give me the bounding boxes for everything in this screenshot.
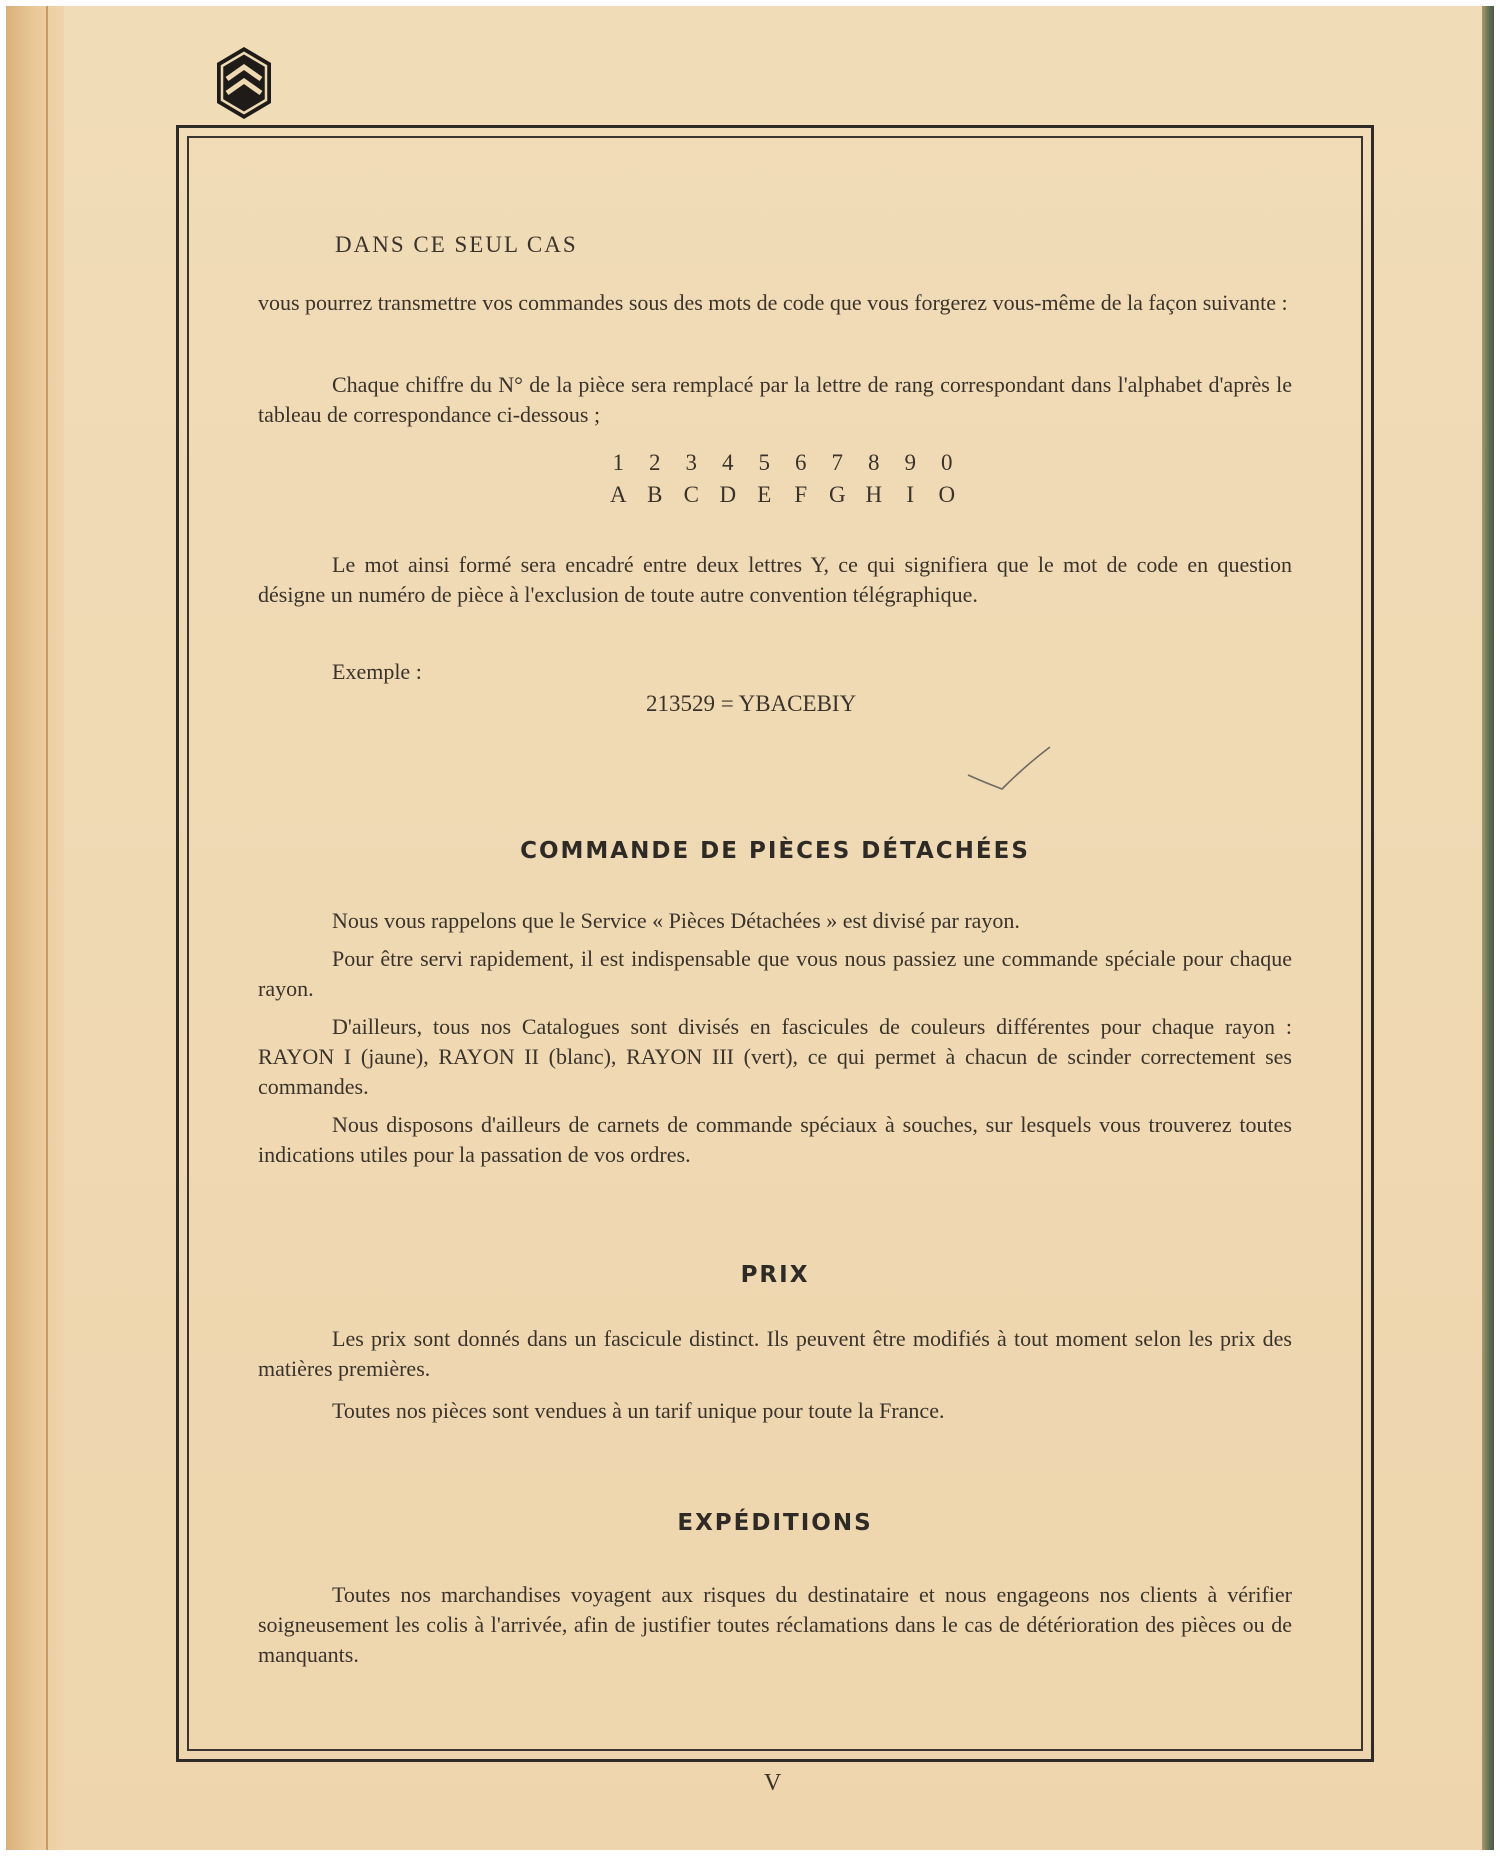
commande-paragraph: Nous vous rappelons que le Service « Pièces Détachées » est divisé par rayon. xyxy=(332,908,1020,933)
code-letter: G xyxy=(828,482,846,507)
y-rule-text-block xyxy=(258,550,1292,610)
citroen-double-chevron-icon xyxy=(213,45,275,121)
section-title-commande: COMMANDE DE PIÈCES DÉTACHÉES xyxy=(520,838,1030,864)
code-letter: E xyxy=(757,482,772,507)
code-digit: 9 xyxy=(904,450,916,475)
page-left-edge xyxy=(6,6,64,1850)
y-rule-paragraph: Le mot ainsi formé sera encadré entre deux lettres Y, ce qui signifiera que le mot de code en question désigne un numéro de pièce à l'exclusion de toute autre convention télégraphique. xyxy=(258,552,1292,607)
code-digit: 8 xyxy=(868,450,880,475)
commande-paragraph: D'ailleurs, tous nos Catalogues sont divisés en fascicules de couleurs différentes pour chaque rayon : RAYON I (jaune), RAYON II (blanc), RAYON III (vert), ce qui permet à chacun de scinder correctement ses commandes. xyxy=(258,1014,1292,1099)
code-letter: I xyxy=(906,482,915,507)
code-letter: A xyxy=(609,482,627,507)
code-letter: C xyxy=(683,482,699,507)
commande-paragraph: Pour être servi rapidement, il est indispensable que vous nous passiez une commande spéciale pour chaque rayon. xyxy=(258,946,1292,1001)
rule-text-block xyxy=(258,370,1292,430)
code-digit: 1 xyxy=(612,450,624,475)
code-table-letters xyxy=(600,482,965,508)
code-digit: 3 xyxy=(685,450,697,475)
code-digit: 7 xyxy=(831,450,843,475)
example-value: 213529 = YBACEBIY xyxy=(646,691,857,716)
page-number: V xyxy=(764,1770,782,1796)
prix-text-block xyxy=(258,1324,1292,1426)
case-heading: DANS CE SEUL CAS xyxy=(335,232,578,257)
code-digit: 4 xyxy=(722,450,734,475)
section-title-expeditions: EXPÉDITIONS xyxy=(677,1510,873,1536)
intro-text-block xyxy=(258,288,1292,318)
code-digit: 0 xyxy=(941,450,953,475)
code-table-digits xyxy=(600,450,965,476)
code-digit: 2 xyxy=(649,450,661,475)
intro-paragraph: vous pourrez transmettre vos commandes sous des mots de code que vous forgerez vous-même de la façon suivante : xyxy=(258,290,1288,315)
binding-line xyxy=(46,6,48,1850)
rule-paragraph: Chaque chiffre du N° de la pièce sera remplacé par la lettre de rang correspondant dans l'alphabet d'après le tableau de correspondance ci-dessous ; xyxy=(258,372,1292,427)
code-letter: O xyxy=(938,482,956,507)
section-title-prix: PRIX xyxy=(740,1262,810,1288)
handwritten-check-mark xyxy=(966,745,1056,795)
code-letter: B xyxy=(647,482,663,507)
code-digit: 5 xyxy=(758,450,770,475)
commande-text-block xyxy=(258,906,1292,1170)
code-digit: 6 xyxy=(795,450,807,475)
example-label: Exemple : xyxy=(332,659,422,684)
code-letter: H xyxy=(865,482,883,507)
code-letter: F xyxy=(794,482,808,507)
prix-paragraph: Toutes nos pièces sont vendues à un tarif unique pour toute la France. xyxy=(332,1398,945,1423)
cover-edge xyxy=(1482,6,1494,1850)
code-letter: D xyxy=(719,482,737,507)
commande-paragraph: Nous disposons d'ailleurs de carnets de commande spéciaux à souches, sur lesquels vous trouverez toutes indications utiles pour la passation de vos ordres. xyxy=(258,1112,1292,1167)
expeditions-text-block xyxy=(258,1580,1292,1670)
prix-paragraph: Les prix sont donnés dans un fascicule distinct. Ils peuvent être modifiés à tout moment selon les prix des matières premières. xyxy=(258,1326,1292,1381)
expeditions-paragraph: Toutes nos marchandises voyagent aux risques du destinataire et nous engageons nos clients à vérifier soigneusement les colis à l'arrivée, afin de justifier toutes réclamations dans le cas de détérioration des pièces ou de manquants. xyxy=(258,1582,1292,1667)
